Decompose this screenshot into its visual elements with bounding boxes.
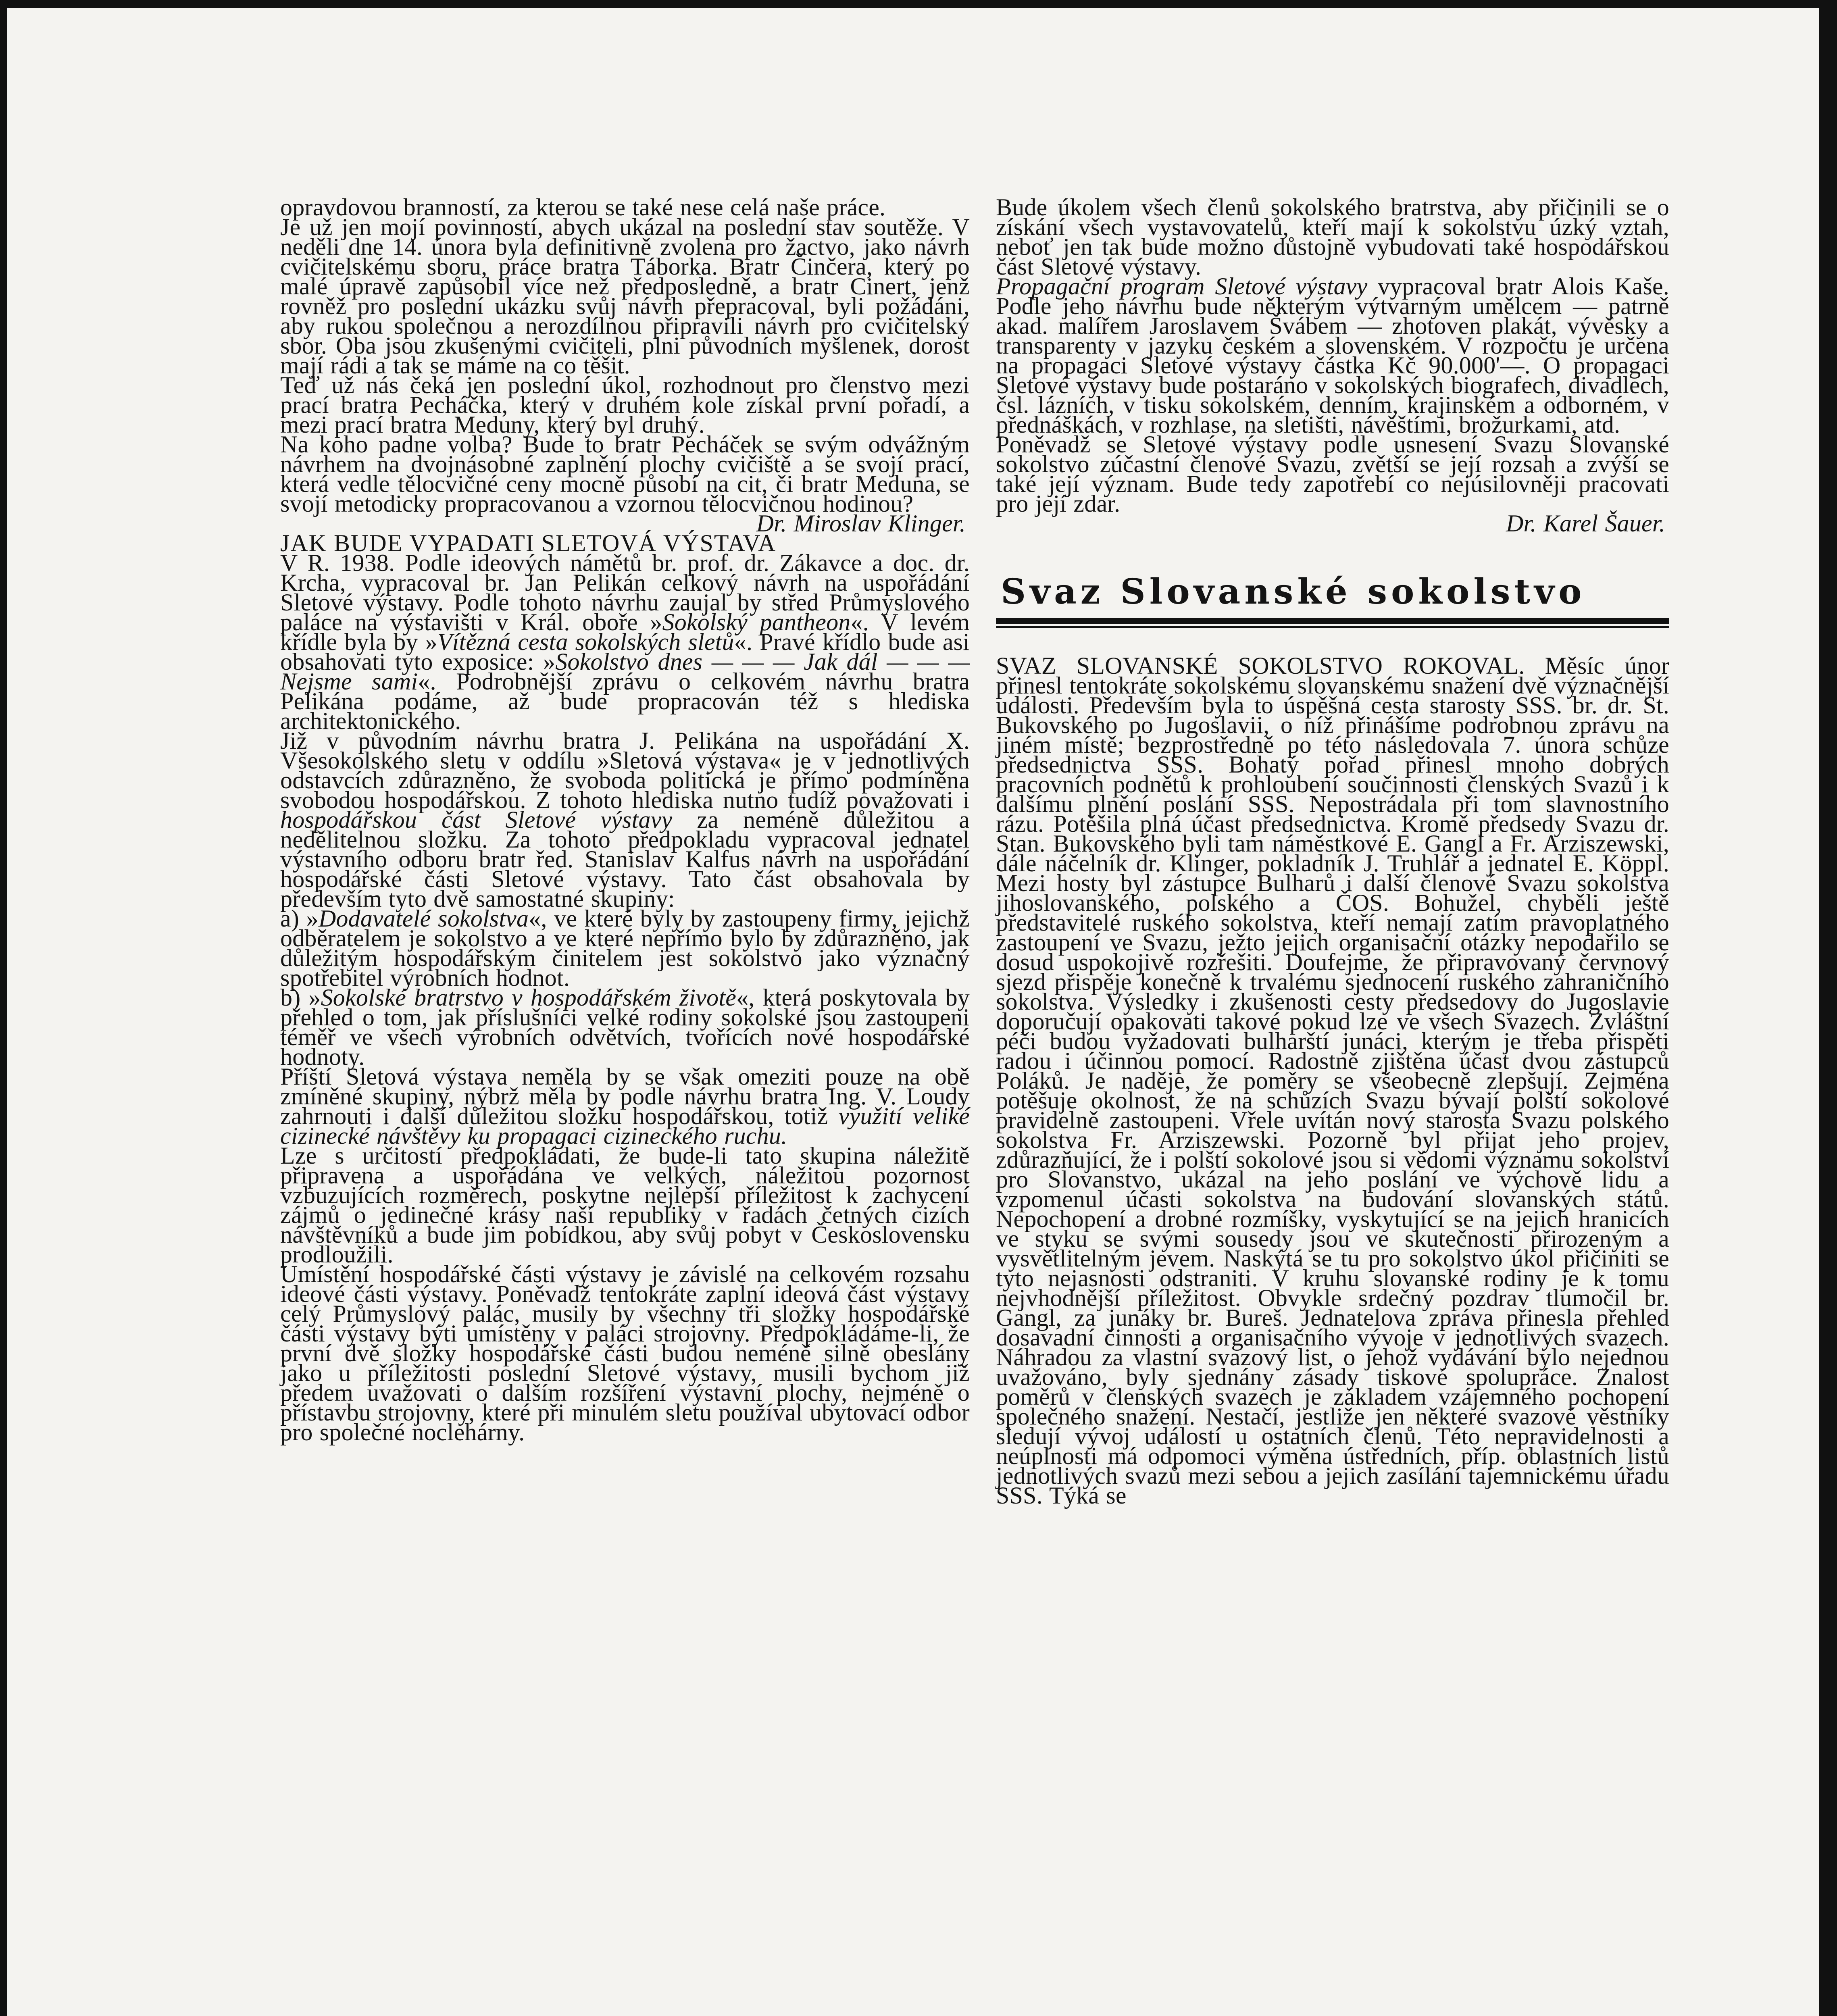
vystava-paragraph-3 <box>280 1063 970 1149</box>
list-item-a-prefix: a) » <box>280 905 319 932</box>
left-paragraph-2: Je už jen mojí povinností, abych ukázal na poslední stav soutěže. V neděli dne 14. února byla definitivně zvolena pro žactvo, jako návrh cvičitelskému sboru, práce bratra Táborka. Bratr Činčera, který po malé úpravě zapůsobil více než předposledně, a bratr Cinert, jenž rovněž pro poslední ukázku svůj návrh přepracoval, byli požádáni, aby rukou společnou a nerozdílnou připravili návrh pro cvičitelský sbor. Oba jsou zkušenými cvičiteli, plni původních myšlenek, dorost mají rádi a tak se máme na co těšit. <box>280 214 970 379</box>
vystava-paragraph-4: Lze s určitostí předpokládati, že bude-li tato skupina náležitě připravena a uspořádána ve velkých, náležitou pozornost vzbuzujících rozměrech, poskytne nejlepší příležitost k zachycení zájmů o jedinečné krásy naší republiky v řadách četných cizích návštěvníků a bude jim pobídkou, aby svůj pobyt v Československu prodloužili. <box>280 1142 970 1268</box>
section-title: Svaz Slovanské sokolstvo <box>1001 571 1586 612</box>
section-header <box>996 570 1669 628</box>
left-column <box>280 194 970 1445</box>
list-item-a <box>280 905 970 991</box>
scan-border-right <box>1819 0 1837 2016</box>
vystava-italic-1a: Sokolský pantheon <box>662 609 851 635</box>
vystava-text-1a: V R. 1938. Podle ideových námětů br. prof. dr. Zákavce a doc. dr. Krcha, vypracoval br. Jan Pelikán celkový návrh na uspořádání Sletové výstavy. Podle tohoto návrhu zaujal by střed Průmyslového paláce na výstavišti v Král. oboře » <box>280 550 970 635</box>
right-paragraph-1: Bude úkolem všech členů sokolského bratrstva, aby přičinili se o získání všech vystavovatelů, kteří mají k sokolstvu úzký vztah, neboť jen tak bude možno důstojně vybudovati také hospodářskou část Sletové výstavy. <box>996 194 1669 280</box>
vystava-paragraph-5: Umístění hospodářské části výstavy je závislé na celkovém rozsahu ideové části výstavy. Poněvadž tentokráte zaplní ideová část výstavy celý Průmyslový palác, musily by všechny tři složky hospodářské části výstavy býti umístěny v paláci strojovny. Předpokládáme-li, že první dvě složky hospodářské části budou neméně silně obeslány jako u příležitosti poslední Sletové výstavy, musili bychom již předem uvažovati o dalším rozšíření výstavní plochy, nejméně o přístavbu strojovny, které při minulém sletu používal ubytovací odbor pro společné noclehárny. <box>280 1261 970 1445</box>
vystava-text-1d: «. Podrobnější zprávu o celkovém návrhu bratra Pelikána podáme, až bude propracován též s hlediska architektonického. <box>280 668 970 734</box>
signature-klinger: Dr. Miroslav Klinger. <box>756 510 966 537</box>
scan-border-top <box>0 0 1837 8</box>
left-paragraph-3: Teď už nás čeká jen poslední úkol, rozhodnout pro členstvo mezi prací bratra Pecháčka, který v druhém kole získal první pořadí, a mezi prací bratra Meduny, který byl druhý. <box>280 372 970 438</box>
vystava-text-3a: Příští Sletová výstava neměla by se však omeziti pouze na obě zmíněné skupiny, nýbrž měla by podle návrhu bratra Ing. V. Loudy zahrnouti i další důležitou složku hospodářskou, totiž <box>280 1063 970 1129</box>
list-item-b-text: «, která poskytovala by přehled o tom, jak příslušníci velké rodiny sokolské jsou zastoupeni téměř ve všech výrobních odvětvích, tvořících nové hospodářské hodnoty. <box>280 984 970 1070</box>
vystava-text-2b: za neméně důležitou a nedělitelnou složku. Za tohoto předpokladu vypracoval jednatel výstavního odboru bratr řed. Stanislav Kalfus návrh na uspořádání hospodářské části Sletové výstavy. Tato část obsahovala by především tyto dvě samostatné skupiny: <box>280 806 970 912</box>
vystava-italic-1c: Sokolstvo dnes — — — Jak dál — — — Nejsme sami <box>280 648 970 695</box>
left-paragraph-4: Na koho padne volba? Bude to bratr Pecháček se svým odvážným návrhem na dvojnásobné zaplnění plochy cvičiště a se svojí prací, která vedle tělocvičné ceny mocně působí na cit, či bratr Meduna, se svojí metodicky propracovanou a vzornou tělocvičnou hodinou? <box>280 431 970 517</box>
vystava-text-1b: «. V levém křídle byla by » <box>280 609 970 655</box>
vystava-paragraph-1 <box>280 550 970 734</box>
vystava-italic-2a: hospodářskou část Sletové výstavy <box>280 806 673 833</box>
section-rule-thick <box>996 618 1669 624</box>
article-heading-vystava: JAK BUDE VYPADATI SLETOVÁ VÝSTAVA <box>280 530 777 556</box>
section-body <box>996 652 1669 1509</box>
vystava-text-2a: Již v původním návrhu bratra J. Pelikána na uspořádání X. Všesokolského sletu v oddílu »Sletová výstava« je v jednotlivých odstavcích zdůrazněno, že svoboda politická je přímo podmíněna svobodou hospodářskou. Z tohoto hlediska nutno tudíž považovati i <box>280 727 970 813</box>
signature-sauer: Dr. Karel Šauer. <box>1506 510 1665 537</box>
list-item-a-text: «, ve které byly by zastoupeny firmy, jejichž odběratelem je sokolstvo a ve které nepřímo bylo by zdůrazněno, jak důležitým hospodářským činitelem jest sokolstvo jako význačný spotřebitel výrobních hodnot. <box>280 905 970 991</box>
section-rule-thin <box>996 626 1669 628</box>
list-item-b <box>280 984 970 1070</box>
vystava-text-1c: «. Pravé křídlo bude asi obsahovati tyto exposice: » <box>280 629 970 675</box>
scan-border-left <box>0 0 7 2016</box>
left-paragraph-1: opravdovou branností, za kterou se také nese celá naše práce. <box>280 194 886 221</box>
right-column <box>996 194 1669 1509</box>
propagation-text: vypracoval bratr Alois Kaše. Podle jeho návrhu bude některým výtvarným umělcem — patrně akad. malířem Jaroslavem Švábem — zhotoven plakát, vývěsky a transparenty v jazyku českém a slovenském. V rozpočtu je určena na propagaci Sletové výstavy částka Kč 90.000'—. O propagaci Sletové výstavy bude postaráno v sokolských biografech, divadlech, čsl. lázních, v tisku sokolském, denním, krajinském a odborném, v přednáškách, v rozhlase, na sletišti, návěštími, brožurkami, atd. <box>996 273 1669 438</box>
list-item-a-italic: Dodavatelé sokolstva <box>318 905 529 932</box>
vystava-italic-1b: Vítězná cesta sokolských sletů <box>437 629 734 655</box>
list-item-b-italic: Sokolské bratrstvo v hospodářském životě <box>321 984 737 1011</box>
vystava-italic-3a: využití veliké cizinecké návštěvy ku propagaci cizineckého ruchu. <box>280 1103 970 1149</box>
vystava-paragraph-2 <box>280 727 970 912</box>
right-paragraph-3: Poněvadž se Sletové výstavy podle usnesení Svazu Slovanské sokolstvo zúčastní členové Svazu, zvětší se její rozsah a zvýší se také její význam. Bude tedy zapotřebí co nejúsilovněji pracovati pro její zdar. <box>996 431 1669 517</box>
list-item-b-prefix: b) » <box>280 984 321 1011</box>
right-paragraph-2 <box>996 273 1669 438</box>
svaz-paragraph: SVAZ SLOVANSKÉ SOKOLSTVO ROKOVAL. Měsíc únor přinesl tentokráte sokolskému slovanskému snažení dvě význačnější události. Především byla to úspěšná cesta starosty SSS. br. dr. St. Bukovského po Jugoslavii, o níž přinášíme podrobnou zprávu na jiném místě; bezprostředně po této následovala 7. února schůze předsednictva SSS. Bohatý pořad přinesl mnoho dobrých pracovních podnětů k prohloubení součinnosti členských Svazů i k dalšímu plnění poslání SSS. Nepostrádala při tom slavnostního rázu. Potěšila plná účast předsednictva. Kromě předsedy Svazu dr. Stan. Bukovského byli tam náměstkové E. Gangl a Fr. Arziszewski, dále náčelník dr. Klinger, pokladník J. Truhlář a jednatel E. Köppl. Mezi hosty byl zástupce Bulharů i další členové Svazu sokolstva jihoslovanského, polského a ČOS. Bohužel, chyběli ještě představitelé ruského sokolstva, kteří nemají zatím pravoplatného zastoupení ve Svazu, ježto jejich organisační otázky nepodařilo se dosud uspokojivě rozřešiti. Doufejme, že připravovaný červnový sjezd přispěje konečně k trvalému sjednocení ruského zahraničního sokolstva. Výsledky i zkušenosti cesty předsedovy do Jugoslavie doporučují opakovati takové pokud lze ve všech Svazech. Zvláštní péči budou vyžadovati bulharští junáci, kterým je třeba přispěti radou i účinnou pomocí. Radostně zjištěna účast dvou zástupců Poláků. Je naděje, že poměry se všeobecně zlepšují. Zejména potěšuje okolnost, že na schůzích Svazu bývají polští sokolové pravidelně zastoupeni. Vřele uvítán nový starosta Svazu polského sokolstva Fr. Arziszewski. Pozorně byl přijat jeho projev, zdůrazňující, že i polští sokolové jsou si vědomi významu sokolství pro Slovanstvo, ukázal na jeho poslání ve výchově lidu a vzpomenul účasti sokolstva na budování slovanských států. Nepochopení a drobné rozmíšky, vyskytující se na jejich hranicích ve styku se svými sousedy jsou ve skutečnosti přirozeným a vysvětlitelným jevem. Naskýtá se tu pro sokolstvo úkol přičiniti se tyto nejasnosti odstraniti. V kruhu slovanské rodiny je k tomu nejvhodnější příležitost. Obvykle srdečný pozdrav tlumočil br. Gangl, za junáky br. Bureš. Jednatelova zpráva přinesla přehled dosavadní činnosti a organisačního vývoje v jednotlivých svazech. Náhradou za vlastní svazový list, o jehož vydávání bylo nejednou uvažováno, byly sjednány zásady tiskové spolupráce. Znalost poměrů v členských svazech je základem vzájemného pochopení společného snažení. Nestačí, jestliže jen některé svazové věstníky sledují vývoj událostí u ostatních členů. Této nepravidelnosti a neúplnosti má odpomoci výměna ústředních, příp. oblastních listů jednotlivých svazů mezi sebou a jejich zasílání tajemnickému úřadu SSS. Týká se <box>996 652 1669 1509</box>
propagation-italic: Propagační program Sletové výstavy <box>996 273 1368 300</box>
